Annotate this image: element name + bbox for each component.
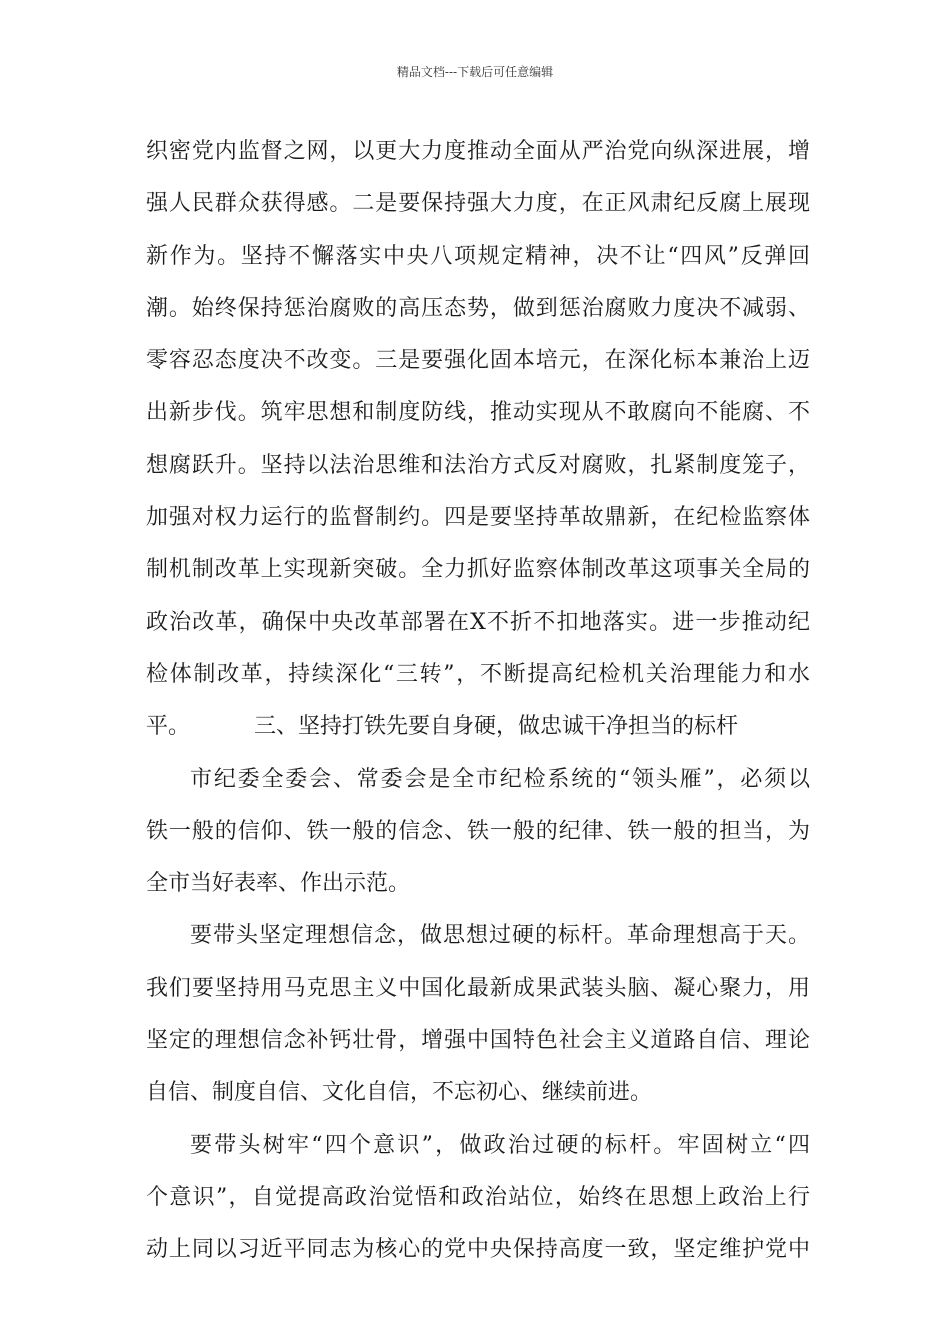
paragraph-first-line: 要带头坚定理想信念，做思想过硬的标杆。革命理想高于天。 xyxy=(190,923,810,949)
text-line: 出新步伐。筑牢思想和制度防线，推动实现从不敢腐向不能腐、不 xyxy=(146,400,810,426)
text-line: 强人民群众获得感。二是要保持强大力度，在正风肃纪反腐上展现 xyxy=(146,191,810,217)
text-line: 自信、制度自信、文化自信，不忘初心、继续前进。 xyxy=(146,1080,653,1106)
text-line: 制机制改革上实现新突破。全力抓好监察体制改革这项事关全局的 xyxy=(146,557,810,583)
text-line: 政治改革，确保中央改革部署在X不折不扣地落实。进一步推动纪 xyxy=(146,609,810,635)
text-line: 全市当好表率、作出示范。 xyxy=(146,871,411,897)
page-header: 精品文档---下载后可任意编辑 xyxy=(396,65,554,79)
text-line: 新作为。坚持不懈落实中央八项规定精神，决不让“四风”反弹回 xyxy=(146,243,810,269)
text-line: 个意识”，自觉提高政治觉悟和政治站位，始终在思想上政治上行 xyxy=(146,1184,810,1210)
text-line-with-heading xyxy=(146,701,810,753)
text-line: 铁一般的信仰、铁一般的信念、铁一般的纪律、铁一般的担当，为 xyxy=(146,818,810,844)
text-line: 检体制改革，持续深化“三转”，不断提高纪检机关治理能力和水 xyxy=(146,661,810,687)
section-heading: 三、坚持打铁先要自身硬，做忠诚干净担当的标杆 xyxy=(254,714,739,740)
text-line: 潮。始终保持惩治腐败的高压态势，做到惩治腐败力度决不减弱、 xyxy=(146,295,810,321)
paragraph-first-line: 要带头树牢“四个意识”，做政治过硬的标杆。牢固树立“四 xyxy=(190,1132,810,1158)
text-line: 想腐跃升。坚持以法治思维和法治方式反对腐败，扎紧制度笼子， xyxy=(146,452,810,478)
document-body xyxy=(146,126,810,1277)
text-line: 动上同以习近平同志为核心的党中央保持高度一致，坚定维护党中 xyxy=(146,1237,810,1263)
text-line: 零容忍态度决不改变。三是要强化固本培元，在深化标本兼治上迈 xyxy=(146,348,810,374)
line-end-text: 平。 xyxy=(146,714,191,740)
text-line: 坚定的理想信念补钙壮骨，增强中国特色社会主义道路自信、理论 xyxy=(146,1028,810,1054)
text-line: 加强对权力运行的监督制约。四是要坚持革故鼎新，在纪检监察体 xyxy=(146,505,810,531)
text-line: 我们要坚持用马克思主义中国化最新成果武装头脑、凝心聚力，用 xyxy=(146,975,810,1001)
text-line: 织密党内监督之网，以更大力度推动全面从严治党向纵深进展，增 xyxy=(146,139,810,164)
paragraph-first-line: 市纪委全委会、常委会是全市纪检系统的“领头雁”，必须以 xyxy=(190,766,810,792)
